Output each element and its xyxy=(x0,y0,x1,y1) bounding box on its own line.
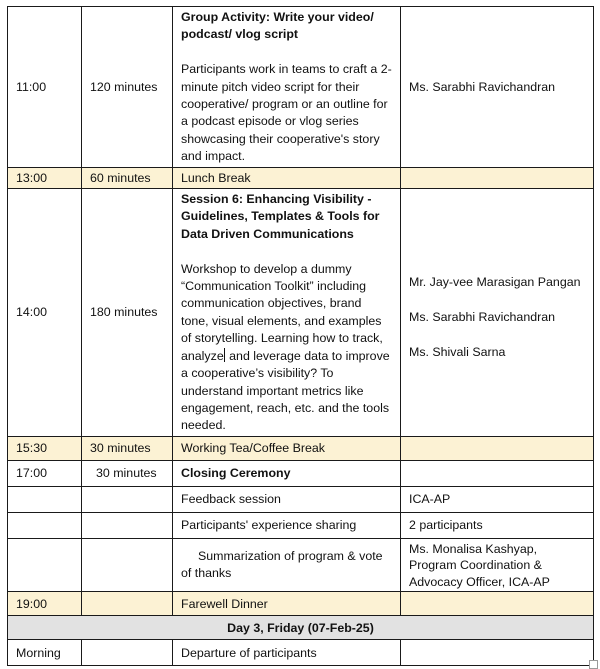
time-cell[interactable] xyxy=(8,486,82,512)
agenda-row xyxy=(8,7,594,168)
agenda-row-break xyxy=(8,167,594,188)
activity-description-part: and leverage data to improve a cooperative’s visibility? To understand important metrics like engagement, reach, etc. and the tools needed. xyxy=(181,348,390,433)
speaker-cell[interactable] xyxy=(401,460,594,486)
time-cell[interactable] xyxy=(8,512,82,538)
paragraph-gap xyxy=(409,327,585,344)
activity-cell[interactable]: Lunch Break xyxy=(173,167,401,188)
agenda-row-sub xyxy=(8,486,594,512)
activity-description: Participants work in teams to craft a 2-minute pitch video script for their cooperative/ program or an outline for a podcast episode or vlog series showcasing their cooperative's story and impact. xyxy=(181,62,392,164)
activity-description-part: Workshop to develop a dummy “Communication Toolkit” including communication objectives, brand tone, visual elements, and examples of storytelling. Learning how to track, analyze xyxy=(181,261,383,363)
activity-cell[interactable] xyxy=(173,7,401,168)
time-cell[interactable]: 19:00 xyxy=(8,592,82,616)
agenda-row xyxy=(8,460,594,486)
activity-cell[interactable]: Feedback session xyxy=(173,486,401,512)
duration-cell[interactable] xyxy=(82,592,173,616)
activity-title: Session 6: Enhancing Visibility - Guidelines, Templates & Tools for Data Driven Communications xyxy=(181,192,380,241)
activity-cell[interactable]: Summarization of program & vote of thanks xyxy=(173,538,401,592)
agenda-row-sub xyxy=(8,538,594,592)
duration-cell[interactable]: 120 minutes xyxy=(82,7,173,168)
time-cell[interactable]: 17:00 xyxy=(8,460,82,486)
paragraph-gap xyxy=(181,243,392,260)
paragraph-gap xyxy=(181,44,392,61)
activity-cell[interactable]: Participants' experience sharing xyxy=(173,512,401,538)
duration-cell[interactable] xyxy=(82,538,173,592)
agenda-row-break xyxy=(8,436,594,460)
time-cell[interactable]: 14:00 xyxy=(8,189,82,437)
speaker-cell[interactable]: ICA-AP xyxy=(401,486,594,512)
agenda-row xyxy=(8,189,594,437)
speaker-cell[interactable] xyxy=(401,640,594,666)
speaker-cell[interactable] xyxy=(401,167,594,188)
speaker-cell[interactable] xyxy=(401,189,594,437)
time-cell[interactable]: 15:30 xyxy=(8,436,82,460)
duration-cell[interactable] xyxy=(82,460,173,486)
duration-cell[interactable]: 180 minutes xyxy=(82,189,173,437)
duration-cell[interactable] xyxy=(82,640,173,666)
activity-cell[interactable]: Farewell Dinner xyxy=(173,592,401,616)
speaker-cell[interactable]: 2 participants xyxy=(401,512,594,538)
paragraph-gap xyxy=(409,292,585,309)
activity-cell[interactable]: Closing Ceremony xyxy=(173,460,401,486)
table-resize-handle[interactable] xyxy=(589,660,598,669)
activity-cell[interactable]: Departure of participants xyxy=(173,640,401,666)
activity-cell[interactable]: Working Tea/Coffee Break xyxy=(173,436,401,460)
agenda-table xyxy=(7,6,594,666)
day-header: Day 3, Friday (07-Feb-25) xyxy=(8,616,594,640)
speaker-cell[interactable] xyxy=(401,592,594,616)
agenda-row-sub xyxy=(8,512,594,538)
time-cell[interactable]: Morning xyxy=(8,640,82,666)
duration-text: 30 minutes xyxy=(96,466,157,481)
duration-cell[interactable] xyxy=(82,486,173,512)
activity-title: Group Activity: Write your video/ podcast/ vlog script xyxy=(181,10,374,42)
duration-cell[interactable] xyxy=(82,512,173,538)
speaker-cell[interactable]: Ms. Sarabhi Ravichandran xyxy=(401,7,594,168)
time-cell[interactable]: 13:00 xyxy=(8,167,82,188)
activity-description xyxy=(181,261,392,435)
activity-cell[interactable] xyxy=(173,189,401,437)
duration-cell[interactable]: 30 minutes xyxy=(82,436,173,460)
speaker-name: Ms. Shivali Sarna xyxy=(409,344,506,359)
day-header-row xyxy=(8,616,594,640)
agenda-row-break xyxy=(8,592,594,616)
time-cell[interactable] xyxy=(8,538,82,592)
speaker-name: Mr. Jay-vee Marasigan Pangan xyxy=(409,275,581,290)
speaker-cell[interactable] xyxy=(401,436,594,460)
speaker-name: Ms. Sarabhi Ravichandran xyxy=(409,310,556,325)
speaker-cell[interactable]: Ms. Monalisa Kashyap, Program Coordination & Advocacy Officer, ICA-AP xyxy=(401,538,594,592)
agenda-row xyxy=(8,640,594,666)
time-cell[interactable]: 11:00 xyxy=(8,7,82,168)
duration-cell[interactable]: 60 minutes xyxy=(82,167,173,188)
